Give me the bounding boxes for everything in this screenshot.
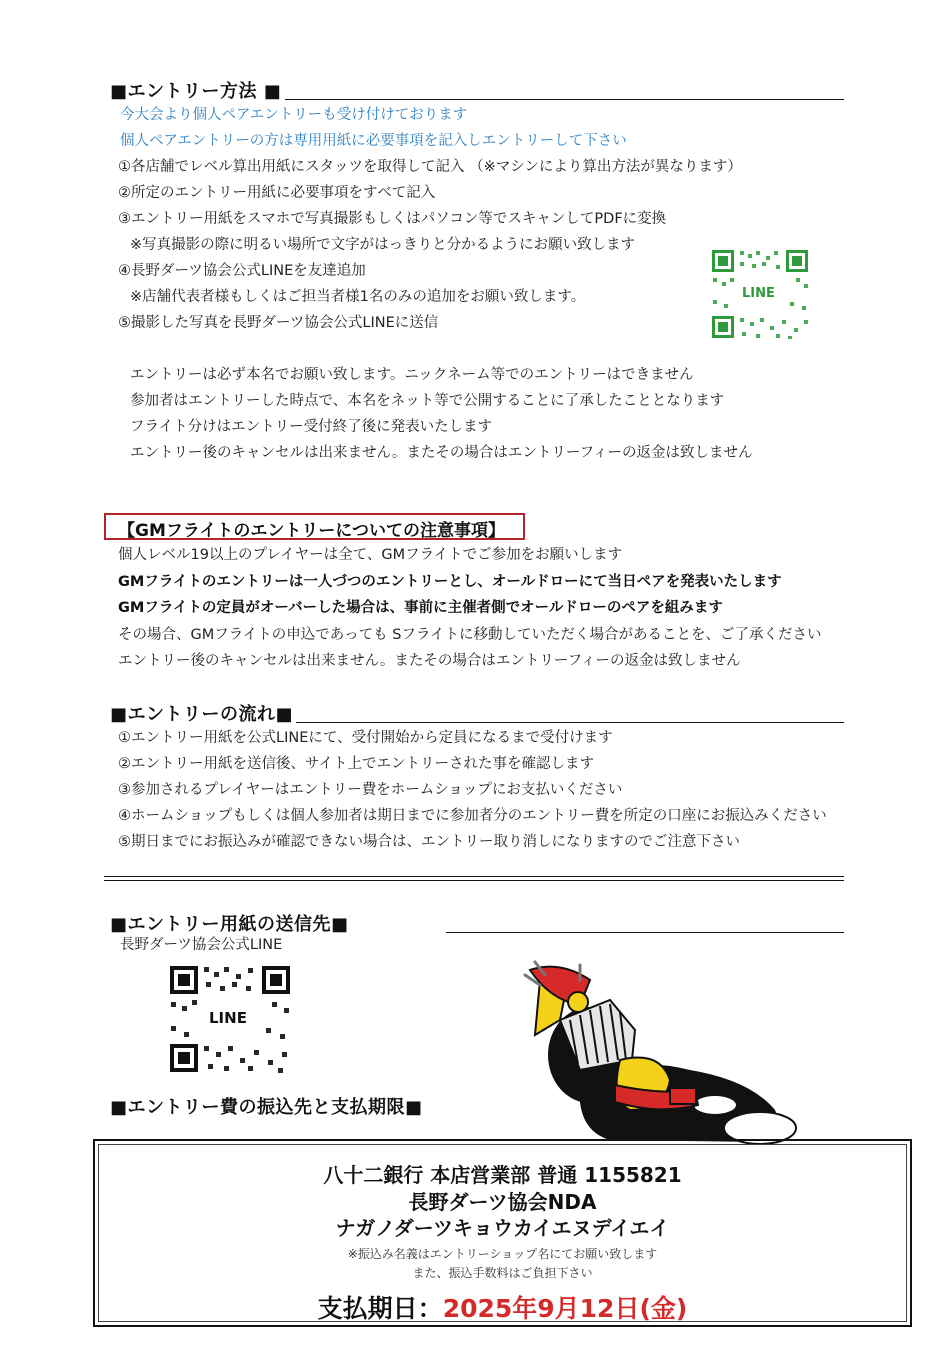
entry-flow-heading: ■エントリーの流れ■ [110, 704, 294, 725]
payment-deadline [95, 1289, 910, 1325]
step-line: ③エントリー用紙をスマホで写真撮影もしくはパソコン等でスキャンしてPDFに変換 [118, 211, 667, 227]
payment-note: また、振込手数料はご負担下さい [412, 1266, 593, 1280]
rule-line: フライト分けはエントリー受付終了後に発表いたします [130, 419, 493, 435]
heading-rule [296, 722, 844, 723]
flow-step: ⑤期日までにお振込みが確認できない場合は、エントリー取り消しになりますのでご注意下さい [118, 834, 740, 850]
entry-method-heading: ■エントリー方法 ■ [110, 81, 282, 102]
payment-box [93, 1139, 912, 1327]
flow-step: ②エントリー用紙を送信後、サイト上でエントリーされた事を確認します [118, 756, 594, 772]
gm-line: 個人レベル19以上のプレイヤーは全て、GMフライトでご参加をお願いします [118, 547, 623, 563]
step-line: ④長野ダーツ協会公式LINEを友達追加 [118, 263, 366, 279]
gm-line-bold: GMフライトの定員がオーバーした場合は、事前に主催者側でオールドローのペアを組みます [118, 600, 723, 616]
gm-line: エントリー後のキャンセルは出来ません。またその場合はエントリーフィーの返金は致しません [118, 653, 741, 669]
qr-line-label: LINE [742, 286, 775, 301]
step-note: ※写真撮影の際に明るい場所で文字がはっきりと分かるようにお願い致します [130, 237, 636, 253]
heading-rule [285, 99, 844, 100]
line-qr-code[interactable] [168, 964, 292, 1074]
qr-line-label: LINE [206, 1009, 250, 1027]
payment-heading: ■エントリー費の振込先と支払期限■ [110, 1097, 423, 1118]
section-divider [104, 880, 844, 881]
flow-step: ③参加されるプレイヤーはエントリー費をホームショップにお支払いください [118, 782, 623, 798]
section-divider [104, 876, 844, 877]
step-line: ⑤撮影した写真を長野ダーツ協会公式LINEに送信 [118, 315, 439, 331]
destination-heading: ■エントリー用紙の送信先■ [110, 914, 349, 935]
gm-line: その場合、GMフライトの申込であっても Sフライトに移動していただく場合があることを、ご了承ください [118, 627, 822, 643]
notice-line: 個人ペアエントリーの方は専用用紙に必要事項を記入しエントリーして下さい [120, 133, 627, 149]
payment-note: ※振込み名義はエントリーショップ名にてお願い致します [347, 1247, 658, 1261]
gm-line-bold: GMフライトのエントリーは一人づつのエントリーとし、オールドローにて当日ペアを発表いたします [118, 574, 782, 590]
flow-step: ④ホームショップもしくは個人参加者は期日までに参加者分のエントリー費を所定の口座にお振込みください [118, 808, 827, 824]
gm-flight-title: 【GMフライトのエントリーについての注意事項】 [118, 521, 506, 541]
bank-info: 八十二銀行 本店営業部 普通 1155821 [323, 1163, 682, 1187]
flow-step: ①エントリー用紙を公式LINEにて、受付開始から定員になるまで受付けます [118, 730, 613, 746]
account-name: 長野ダーツ協会NDA [408, 1190, 597, 1214]
line-qr-code[interactable] [710, 248, 810, 340]
step-note: ※店舗代表者様もしくはご担当者様1名のみの追加をお願い致します。 [130, 289, 586, 305]
deadline-label: 支払期日： [317, 1294, 443, 1323]
destination-sub: 長野ダーツ協会公式LINE [120, 937, 283, 953]
step-line: ①各店舗でレベル算出用紙にスタッツを取得して記入 （※マシンにより算出方法が異なります） [118, 159, 742, 175]
step-line: ②所定のエントリー用紙に必要事項をすべて記入 [118, 185, 436, 201]
rule-line: エントリー後のキャンセルは出来ません。またその場合はエントリーフィーの返金は致しません [130, 445, 753, 461]
rule-line: エントリーは必ず本名でお願い致します。ニックネーム等でのエントリーはできません [130, 367, 694, 383]
mascot-illustration [520, 960, 810, 1150]
account-kana: ナガノダーツキョウカイエヌデイエイ [335, 1216, 670, 1240]
notice-line: 今大会より個人ペアエントリーも受け付けております [120, 107, 468, 123]
rule-line: 参加者はエントリーした時点で、本名をネット等で公開することに了承したこととなります [130, 393, 725, 409]
deadline-date: 2025年9月12日(金) [442, 1294, 688, 1323]
heading-rule [446, 932, 844, 933]
